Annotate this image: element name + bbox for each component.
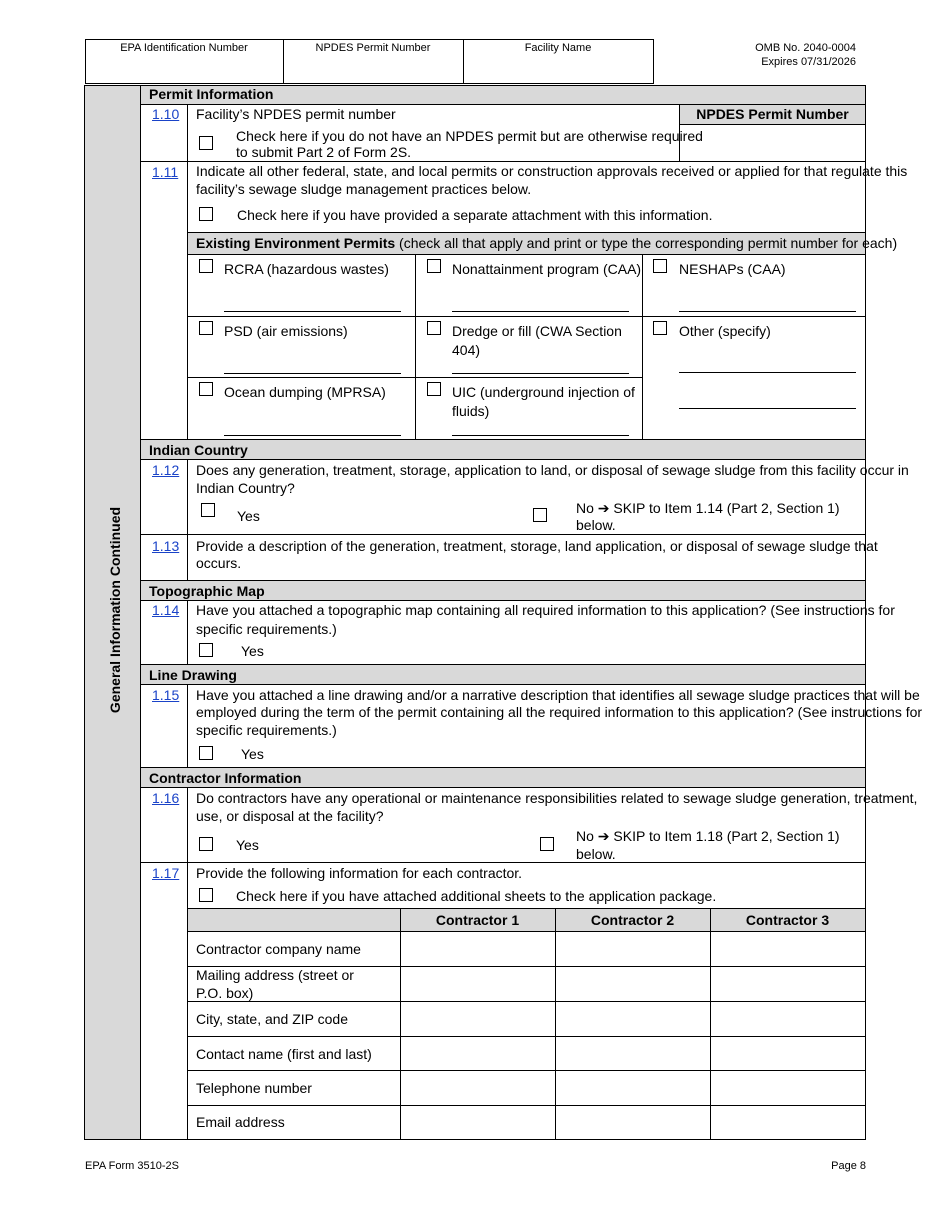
- item-1-12-question-1: Does any generation, treatment, storage, application to land, or disposal of sewage sludge from this facility occur in: [196, 462, 909, 478]
- item-1-15-question-1: Have you attached a line drawing and/or a narrative description that identifies all sewage sludge practices that will be: [196, 687, 920, 703]
- contractors-yes-label: Yes: [236, 837, 259, 853]
- npdes-permit-number-field[interactable]: [681, 125, 864, 160]
- item-1-11-question-2: facility’s sewage sludge management practices below.: [196, 181, 532, 197]
- item-1-16-question-2: use, or disposal at the facility?: [196, 808, 384, 824]
- topo-map-yes-label: Yes: [241, 643, 264, 659]
- c2-company-cell[interactable]: [556, 932, 710, 966]
- existing-permits-title: Existing Environment Permits: [196, 235, 396, 251]
- other-permit-line-2[interactable]: [679, 408, 856, 409]
- other-permit-label: Other (specify): [679, 323, 771, 339]
- c1-city-cell[interactable]: [401, 1002, 555, 1036]
- rcra-label: RCRA (hazardous wastes): [224, 261, 389, 277]
- c1-email-cell[interactable]: [401, 1106, 555, 1139]
- section-topographic-map: Topographic Map: [149, 583, 265, 599]
- nonattainment-label: Nonattainment program (CAA): [452, 261, 642, 277]
- c2-phone-cell[interactable]: [556, 1071, 710, 1105]
- uic-label-2: fluids): [452, 403, 490, 419]
- uic-label-1: UIC (underground injection of: [452, 384, 635, 400]
- additional-sheets-label: Check here if you have attached additional sheets to the application package.: [236, 888, 717, 904]
- neshaps-label: NESHAPs (CAA): [679, 261, 786, 277]
- row-mailing-address-label-2: P.O. box): [196, 985, 254, 1001]
- psd-number-line[interactable]: [224, 373, 401, 374]
- c1-contact-cell[interactable]: [401, 1037, 555, 1070]
- contractor-1-header: Contractor 1: [435, 912, 520, 928]
- indian-country-no-label-1: No ➔ SKIP to Item 1.14 (Part 2, Section 1): [576, 500, 840, 516]
- psd-label: PSD (air emissions): [224, 323, 348, 339]
- npdes-permit-number-header: NPDES Permit Number: [696, 106, 849, 122]
- c3-phone-cell[interactable]: [711, 1071, 865, 1105]
- additional-sheets-checkbox[interactable]: [199, 888, 213, 902]
- c3-email-cell[interactable]: [711, 1106, 865, 1139]
- item-1-12-question-2: Indian Country?: [196, 480, 295, 496]
- neshaps-checkbox[interactable]: [653, 259, 667, 273]
- item-1-17-question: Provide the following information for each contractor.: [196, 865, 523, 881]
- c2-city-cell[interactable]: [556, 1002, 710, 1036]
- section-permit-information: Permit Information: [149, 86, 274, 102]
- side-label: General Information Continued: [107, 506, 123, 714]
- item-1-17-link[interactable]: 1.17: [152, 865, 180, 881]
- item-1-10-link[interactable]: 1.10: [152, 106, 180, 122]
- line-drawing-yes-checkbox[interactable]: [199, 746, 213, 760]
- item-1-11-link[interactable]: 1.11: [152, 164, 179, 180]
- contractor-3-header: Contractor 3: [745, 912, 830, 928]
- row-company-name-label: Contractor company name: [196, 941, 361, 957]
- c3-contact-cell[interactable]: [711, 1037, 865, 1070]
- row-telephone-label: Telephone number: [196, 1080, 312, 1096]
- footer-form-number: EPA Form 3510-2S: [85, 1160, 179, 1172]
- ocean-dumping-checkbox[interactable]: [199, 382, 213, 396]
- omb-number: OMB No. 2040-0004: [755, 42, 856, 54]
- indian-country-no-checkbox[interactable]: [533, 508, 547, 522]
- c3-company-cell[interactable]: [711, 932, 865, 966]
- no-npdes-label-2: to submit Part 2 of Form 2S.: [236, 144, 412, 160]
- dredge-fill-number-line[interactable]: [452, 373, 629, 374]
- row-email-label: Email address: [196, 1114, 285, 1130]
- uic-checkbox[interactable]: [427, 382, 441, 396]
- no-npdes-label-1: Check here if you do not have an NPDES permit but are otherwise required: [236, 128, 703, 144]
- section-contractor-information: Contractor Information: [149, 770, 302, 786]
- nonattainment-checkbox[interactable]: [427, 259, 441, 273]
- line-drawing-yes-label: Yes: [241, 746, 264, 762]
- item-1-12-link[interactable]: 1.12: [152, 462, 180, 478]
- nonattainment-number-line[interactable]: [452, 311, 629, 312]
- item-1-11-question-1: Indicate all other federal, state, and local permits or construction approvals received or applied for that regulate this: [196, 163, 908, 179]
- indian-country-yes-checkbox[interactable]: [201, 503, 215, 517]
- c2-address-cell[interactable]: [556, 967, 710, 1001]
- row-mailing-address-label-1: Mailing address (street or: [196, 967, 354, 983]
- item-1-10-question: Facility’s NPDES permit number: [196, 106, 396, 122]
- indian-country-yes-label: Yes: [237, 508, 260, 524]
- item-1-15-link[interactable]: 1.15: [152, 687, 180, 703]
- epa-id-label: EPA Identification Number: [120, 42, 248, 54]
- item-1-13-question-2: occurs.: [196, 555, 242, 571]
- section-indian-country: Indian Country: [149, 442, 248, 458]
- other-permit-checkbox[interactable]: [653, 321, 667, 335]
- section-line-drawing: Line Drawing: [149, 667, 237, 683]
- c1-phone-cell[interactable]: [401, 1071, 555, 1105]
- dredge-fill-label-2: 404): [452, 342, 481, 358]
- topo-map-yes-checkbox[interactable]: [199, 643, 213, 657]
- contractors-no-checkbox[interactable]: [540, 837, 554, 851]
- item-1-14-question-2: specific requirements.): [196, 621, 337, 637]
- dredge-fill-checkbox[interactable]: [427, 321, 441, 335]
- item-1-13-link[interactable]: 1.13: [152, 538, 180, 554]
- ocean-dumping-number-line[interactable]: [224, 435, 401, 436]
- footer-page-number: Page 8: [831, 1160, 866, 1172]
- no-npdes-checkbox[interactable]: [199, 136, 213, 150]
- contractors-no-label-2: below.: [576, 846, 616, 862]
- item-1-14-link[interactable]: 1.14: [152, 602, 180, 618]
- c1-company-cell[interactable]: [401, 932, 555, 966]
- neshaps-number-line[interactable]: [679, 311, 856, 312]
- contractor-2-header: Contractor 2: [590, 912, 675, 928]
- psd-checkbox[interactable]: [199, 321, 213, 335]
- c2-email-cell[interactable]: [556, 1106, 710, 1139]
- contractors-no-label-1: No ➔ SKIP to Item 1.18 (Part 2, Section 1): [576, 828, 840, 844]
- separate-attachment-checkbox[interactable]: [199, 207, 213, 221]
- c1-address-cell[interactable]: [401, 967, 555, 1001]
- item-1-16-question-1: Do contractors have any operational or maintenance responsibilities related to sewage sludge generation, treatment,: [196, 790, 918, 806]
- dredge-fill-label-1: Dredge or fill (CWA Section: [452, 323, 622, 339]
- c3-address-cell[interactable]: [711, 967, 865, 1001]
- item-1-13-question-1: Provide a description of the generation, treatment, storage, land application, or disposal of sewage sludge that: [196, 538, 878, 554]
- contractors-yes-checkbox[interactable]: [199, 837, 213, 851]
- other-permit-line-1[interactable]: [679, 372, 856, 373]
- existing-permits-instruction: (check all that apply and print or type the corresponding permit number for each): [395, 235, 898, 251]
- existing-permits-heading: [196, 234, 897, 252]
- uic-number-line[interactable]: [452, 435, 629, 436]
- separate-attachment-label: Check here if you have provided a separate attachment with this information.: [237, 207, 713, 223]
- npdes-label: NPDES Permit Number: [315, 42, 431, 54]
- item-1-16-link[interactable]: 1.16: [152, 790, 180, 806]
- rcra-checkbox[interactable]: [199, 259, 213, 273]
- row-contact-name-label: Contact name (first and last): [196, 1046, 372, 1062]
- item-1-15-question-3: specific requirements.): [196, 722, 337, 738]
- c2-contact-cell[interactable]: [556, 1037, 710, 1070]
- expiration-date: Expires 07/31/2026: [761, 56, 856, 68]
- indian-country-no-label-2: below.: [576, 517, 616, 533]
- row-city-state-zip-label: City, state, and ZIP code: [196, 1011, 349, 1027]
- ocean-dumping-label: Ocean dumping (MPRSA): [224, 384, 386, 400]
- item-1-14-question-1: Have you attached a topographic map containing all required information to this application? (See instructions for: [196, 602, 895, 618]
- item-1-15-question-2: employed during the term of the permit containing all the required information to this application? (See instructions for: [196, 704, 923, 720]
- c3-city-cell[interactable]: [711, 1002, 865, 1036]
- rcra-number-line[interactable]: [224, 311, 401, 312]
- facility-name-label: Facility Name: [524, 42, 592, 54]
